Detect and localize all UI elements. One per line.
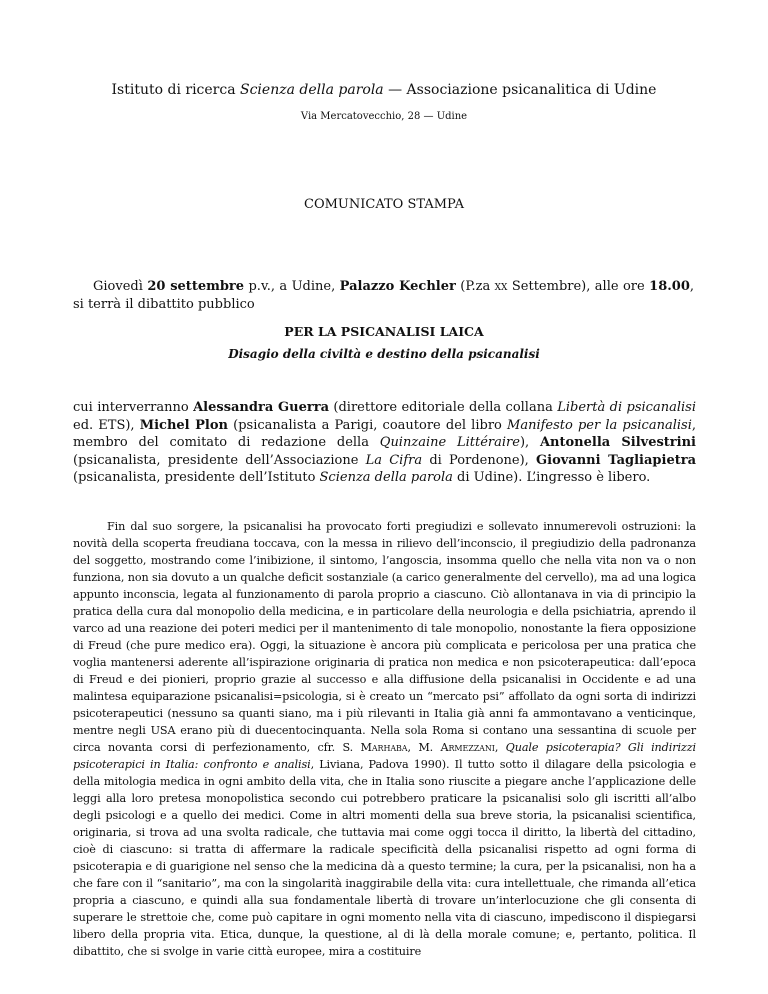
body-text: Fin dal suo sorgere, la psicanalisi ha provocato forti pregiudizi e sollevato innumerevoli ostruzioni: la novità della scoperta freudiana toccava, con la messa in rilievo dell’inconscio, il pregiudizio della padronanza del soggetto, mostrando come l’inibizione, il sintomo, l’angoscia, insomma quello che nella vita non va o non funziona, non sia dovuto a un qualche deficit sostanziale (a carico generalmente del cervello), ma ad una logica appunto inconscia, legata al funzionamento di parola proprio a ciascuno. Ciò allontanava in via di principio la pratica della cura dal monopolio della medicina, e in particolare della neurologia e della psichiatria, aprendo il varco ad una reazione dei poteri medici per il mantenimento di tale monopolio, nonostante la fiera opposizione di Freud (che pure medico era). Oggi, la situazione è ancora più complicata e pericolosa per una pratica che voglia mantenersi aderente all’ispirazione originaria di pratica non medica e non psicoterapeutica: dall’epoca di Freud e dei pionieri, proprio grazie al successo e alla diffusione della psicanalisi in Occidente e ad una malintesa equiparazione psicanalisi=psicologia, si è creato un “mercato psi” affollato da ogni sorta di indirizzi psicoterapeutici (nessuno sa quanti siano, ma i più rilevanti in Italia già anni fa ammontavano a venticinque, mentre negli USA erano più di duecentocinquanta. Nella sola Roma si contano una sessantina di scuole per circa novanta corsi di perfezionamento, cfr. S. [73, 520, 696, 754]
event-time: 18.00 [649, 279, 690, 294]
speakers-text: , membro del comitato di redazione della [73, 417, 696, 451]
book-title: Manifesto per la psicanalisi [507, 417, 692, 433]
institute-header [0, 80, 768, 100]
intro-text: Settembre), alle ore [507, 279, 650, 294]
series-title: Libertà di psicanalisi [557, 400, 696, 415]
speaker-name: Michel Plon [139, 417, 228, 433]
cited-book-title: Quale psicoterapia? Gli indirizzi psicoterapici in Italia: confronto e analisi [73, 741, 696, 771]
intro-text: p.v., a Udine, [244, 279, 340, 294]
event-date: 20 settembre [147, 279, 245, 294]
roman-numeral: xx [494, 279, 508, 294]
speakers-text: (psicanalista a Parigi, coautore del libro [227, 417, 508, 433]
journal-title: Quinzaine Littéraire [379, 435, 520, 451]
institute-prefix: Istituto di ricerca [111, 82, 240, 98]
body-text: , M. [407, 741, 441, 754]
author-name: Marhaba [360, 741, 408, 754]
address: Via Mercatovecchio, 28 — Udine [300, 111, 468, 122]
speaker-name: Giovanni Tagliapietra [536, 452, 696, 468]
author-name: Armezzani [440, 741, 495, 754]
header-separator: — [383, 82, 407, 98]
intro-text: Giovedì [93, 279, 148, 294]
speakers-text: ), [519, 435, 540, 451]
association-name: Associazione psicanalitica di Udine [406, 82, 657, 98]
body-paragraph [73, 518, 696, 960]
intro-paragraph [73, 278, 694, 314]
speaker-name: Antonella Silvestrini [539, 435, 696, 451]
body-text: , [494, 741, 506, 754]
intro-text: (P.za [455, 279, 495, 294]
body-text: , Liviana, Padova 1990). Il tutto sotto il dilagare della psicologia e della mitologia medica in ogni ambito della vita, che in Italia sono riuscite a piegare anche l’applicazione delle leggi alla loro pretesa monopolistica secondo cui potrebbero praticare la psicanalisi solo gli iscritti all’albo degli psicologi e a quello dei medici. Come in altri momenti della sua breve storia, la psicanalisi scientifica, originaria, si trova ad una svolta radicale, che tuttavia mai come oggi tocca il diritto, la libertà del cittadino, cioè di ciascuno: si tratta di affermare la radicale specificità della psicanalisi rispetto ad ogni forma di psicoterapia e di guarigione nel senso che la medicina dà a questo termine; la cura, per la psicanalisi, non ha a che fare con il “sanitario”, ma con la singolarità inaggirabile della vita: cura intellettuale, che rimanda all’etica propria a ciascuno, e quindi alla sua fondamentale libertà di trovare un’interlocuzione che gli consenta di superare le strettoie che, come può capitare in ogni momento nella vita di ciascuno, impediscono il dispiegarsi libero della propria vita. Etica, dunque, la questione, al di là della morale comune; e, pertanto, politica. Il dibattito, che si svolge in varie città europee, mira a costituire [73, 758, 696, 958]
institute-name: Scienza della parola [240, 82, 384, 98]
institute-title: Scienza della parola [319, 470, 453, 486]
association-title: La Cifra [365, 452, 423, 468]
intro-text: , si terrà il dibattito pubblico [73, 279, 695, 312]
speakers-text: di Pordenone), [422, 452, 537, 468]
speakers-paragraph [73, 399, 696, 487]
speakers-text: di Udine). L’ingresso è libero. [452, 470, 651, 486]
event-venue: Palazzo Kechler [339, 279, 456, 294]
event-subtitle: Disagio della civiltà e destino della psicanalisi [228, 347, 540, 361]
press-release-label: COMUNICATO STAMPA [304, 197, 464, 212]
speakers-text: cui interverranno [73, 400, 194, 415]
event-title: PER LA PSICANALISI LAICA [284, 324, 484, 339]
speakers-text: ed. ETS), [73, 417, 140, 433]
speakers-text: (psicanalista, presidente dell’Associazione [73, 452, 366, 468]
speakers-text: (psicanalista, presidente dell’Istituto [73, 470, 320, 486]
speaker-name: Alessandra Guerra [193, 400, 329, 415]
speakers-text: (direttore editoriale della collana [329, 400, 558, 415]
